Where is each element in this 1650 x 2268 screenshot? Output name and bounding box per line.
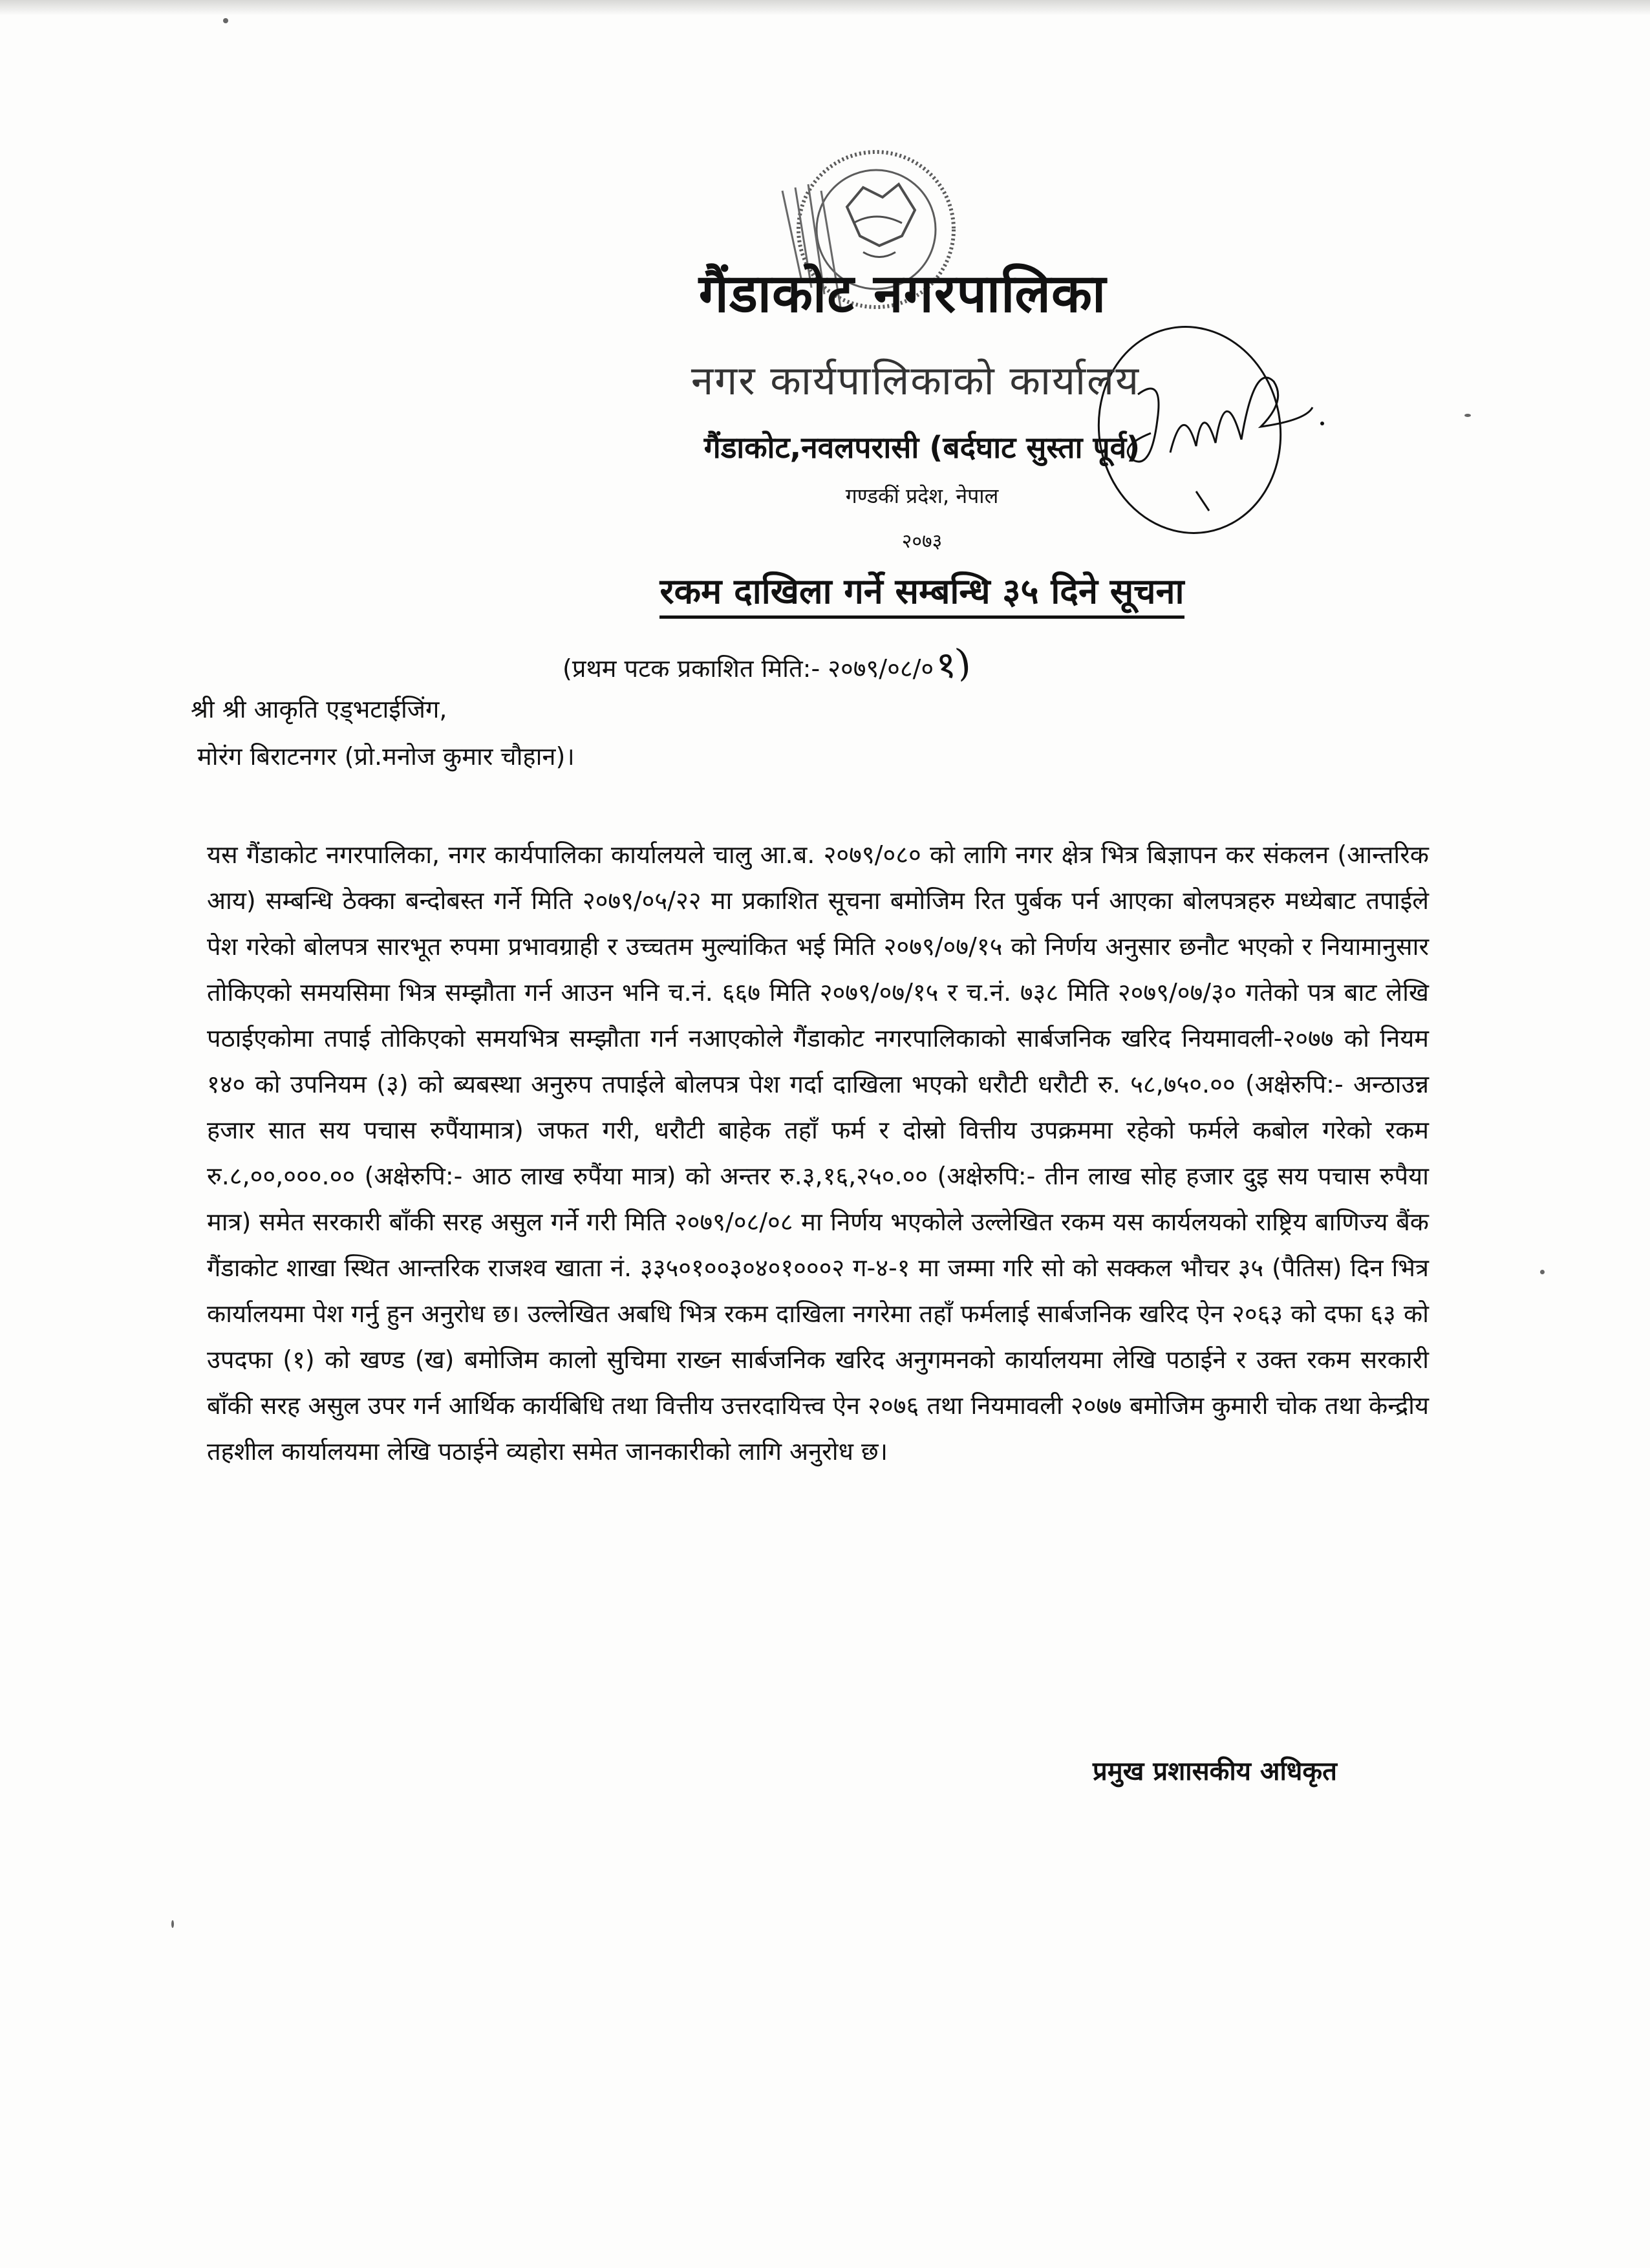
office-address: गैंडाकोट,नवलपरासी (बर्दघाट सुस्ता पूर्व) bbox=[703, 430, 1141, 465]
scan-edge bbox=[0, 0, 1650, 16]
scan-speck bbox=[223, 18, 228, 23]
recipient-line-2: मोरंग बिराटनगर (प्रो.मनोज कुमार चौहान)। bbox=[197, 742, 575, 771]
notice-body-paragraph: यस गैंडाकोट नगरपालिका, नगर कार्यपालिका कार्यालयले चालु आ.ब. २०७९/०८० को लागि नगर क्षेत्र भित्र बिज्ञापन कर संकलन (आन्तरिक आय) सम्बन्धि ठेक्का बन्दोबस्त गर्ने मिति २०७९/०५/२२ मा प्रकाशित सूचना बमोजिम रित पुर्बक पर्न आएका बोलपत्रहरु मध्येबाट तपाईले पेश गरेको बोलपत्र सारभूत रुपमा प्रभावग्राही र उच्चतम मुल्यांकित भई मिति २०७९/०७/१५ को निर्णय अनुसार छनौट भएको र नियामानुसार तोकिएको समयसिमा भित्र सम्झौता गर्न आउन भनि च.नं. ६६७ मिति २०७९/०७/१५ र च.नं. ७३८ मिति २०७९/०७/३० गतेको पत्र बाट लेखि पठाईएकोमा तपाई तोकिएको समयभित्र सम्झौता गर्न नआएकोले गैंडाकोट नगरपालिकाको सार्बजनिक खरिद नियमावली-२०७७ को नियम १४० को उपनियम (३) को ब्यबस्था अनुरुप तपाईले बोलपत्र पेश गर्दा दाखिला भएको धरौटी धरौटी रु. ५८,७५०.०० (अक्षेरुपि:- अन्ठाउन्न हजार सात सय पचास रुपैंयामात्र) जफत गरी, धरौटी बाहेक तहाँ फर्म र दोस्रो वित्तीय उपक्रममा रहेको फर्मले कबोल गरेको रकम रु.८,००,०००.०० (अक्षेरुपि:- आठ लाख रुपैंया मात्र) को अन्तर रु.३,१६,२५०.०० (अक्षेरुपि:- तीन लाख सोह हजार दुइ सय पचास रुपैया मात्र) समेत सरकारी बाँकी सरह असुल गर्ने गरी मिति २०७९/०८/०८ मा निर्णय भएकोले उल्लेखित रकम यस कार्यलयको राष्ट्रिय बाणिज्य बैंक गैंडाकोट शाखा स्थित आन्तरिक राजश्व खाता नं. ३३५०१००३०४०१०००२ ग-४-१ मा जम्मा गरि सो को सक्कल भौचर ३५ (पैतिस) दिन भित्र कार्यालयमा पेश गर्नु हुन अनुरोध छ। उल्लेखित अबधि भित्र रकम दाखिला नगरेमा तहाँ फर्मलाई सार्बजनिक खरिद ऐन २०६३ को दफा ६३ को उपदफा (१) को खण्ड (ख) बमोजिम कालो सुचिमा राख्न सार्बजनिक खरिद अनुगमनको कार्यालयमा लेखि पठाईने र उक्त रकम सरकारी बाँकी सरह असुल उपर गर्न आर्थिक कार्यबिधि तथा वित्तीय उत्तरदायित्त्व ऐन २०७६ तथा नियमावली २०७७ बमोजिम कुमारी चोक तथा केन्द्रीय तहशील कार्यालयमा लेखि पठाईने व्यहोरा समेत जानकारीको लागि अनुरोध छ। bbox=[207, 840, 1429, 1466]
notice-body bbox=[207, 832, 1429, 1475]
recipient-line-1: श्री श्री आकृति एड्भटाईजिंग, bbox=[191, 695, 447, 723]
publication-date bbox=[562, 637, 974, 689]
org-name: गैंडाकोट नगरपालिका bbox=[698, 263, 1107, 325]
scan-speck bbox=[1540, 1270, 1545, 1274]
publication-date-handwritten: १) bbox=[934, 639, 974, 689]
established-year: २०७३ bbox=[901, 530, 943, 553]
scan-speck bbox=[1464, 414, 1471, 417]
signatory-title: प्रमुख प्रशासकीय अधिकृत bbox=[1093, 1757, 1337, 1786]
province-line: गण्डकीं प्रदेश, नेपाल bbox=[845, 484, 999, 508]
scan-speck bbox=[171, 1920, 174, 1928]
notice-title-text: रकम दाखिला गर्ने सम्बन्धि ३५ दिने सूचना bbox=[659, 571, 1184, 619]
office-name: नगर कार्यपालिकाको कार्यालय bbox=[691, 357, 1141, 404]
publication-date-prefix: (प्रथम पटक प्रकाशित मिति:- २०७९/०८/० bbox=[562, 654, 934, 683]
notice-title bbox=[97, 566, 1650, 614]
